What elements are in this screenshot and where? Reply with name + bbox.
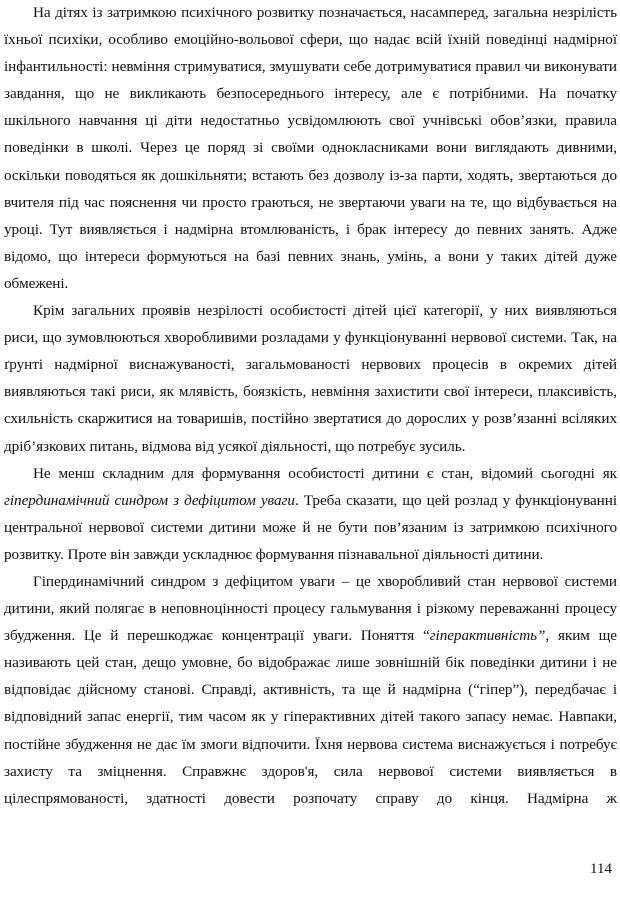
paragraph-3-italic-term: гіпердинамічний синдром з дефіцитом уваги <box>4 491 295 509</box>
paragraph-3-text-after: . Треба сказати, що цей розлад у функціонуванні центральної нервової системи дитини може й не бути пов’язаним із затримкою психічного розвитку. Проте він завжди ускладнює формування пізнавальної діяльності дитини. <box>4 491 618 563</box>
page-number: 114 <box>590 861 612 877</box>
paragraph-3 <box>4 460 617 568</box>
paragraph-4-text-before: Гіпердинамічний синдром з дефіцитом уваги – це хворобливий стан нервової системи дитини, який полягає в неповноцінності процесу гальмування і різкому переважанні процесу збудження. Це й перешкоджає концентрації уваги. Поняття “ <box>4 572 617 645</box>
document-page <box>4 0 617 812</box>
paragraph-4-text-after: , яким ще називають цей стан, дещо умовне, бо відображає лише зовнішній бік поведінки дитини і не відповідає дійсному станові. Справді, активність, та ще й надмірна (“гіпер”), передбачає і відповідний запас енергії, тим часом як у гіперактивних дітей такого запасу немає. Навпаки, постійне збудження не дає їм змоги відпочити. Їхня нервова система виснажується і потребує захисту та зміцнення. Справжнє здоров'я, сила нервової системи виявляється в цілеспрямованості, здатності довести розпочату справу до кінця. Надмірна ж <box>4 627 617 807</box>
paragraph-1: На дітях із затримкою психічного розвитку позначається, насамперед, загальна незрілість їхньої психіки, особливо емоційно-вольової сфери, що надає всій їхній поведінці надмірної інфантильності: невміння стримуватися, змушувати себе дотримуватися правил чи виконувати завдання, що не викликають безпосереднього інтересу, але є потрібними. На початку шкільного навчання ці діти недостатньо усвідомлюють свої учнівські обов’язки, правила поведінки в школі. Через це поряд зі своїми однокласниками вони виглядають дивними, оскільки поводяться як дошкільняти; встають без дозволу із-за парти, ходять, звертаються до вчителя під час пояснення чи просто граються, не звертаючи уваги на те, що відбувається на уроці. Тут виявляється і надмірна втомлюваність, і брак інтересу до певних занять. Адже відомо, що інтереси формуються на базі певних знань, умінь, а вони у таких дітей дуже обмежені. <box>4 4 617 292</box>
paragraph-2: Крім загальних проявів незрілості особистості дітей цієї категорії, у них виявляються риси, що зумовлюються хворобливими розладами у функціонуванні нервової системи. Так, на ґрунті надмірної виснажуваності, загальмованості нервових процесів в окремих дітей виявляються такі риси, як млявість, боязкість, невміння захистити свої інтереси, плаксивість, схильність скаржитися на товаришів, постійно звертатися до дорослих у розв’язанні всіляких дріб’язкових питань, відмова від усякої діяльності, що потребує зусиль. <box>4 302 617 455</box>
paragraph-4 <box>4 568 617 812</box>
paragraph-3-text-before: Не менш складним для формування особистості дитини є стан, відомий сьогодні як <box>33 464 617 482</box>
paragraph-4-italic-term: гіперактивність” <box>429 627 546 645</box>
